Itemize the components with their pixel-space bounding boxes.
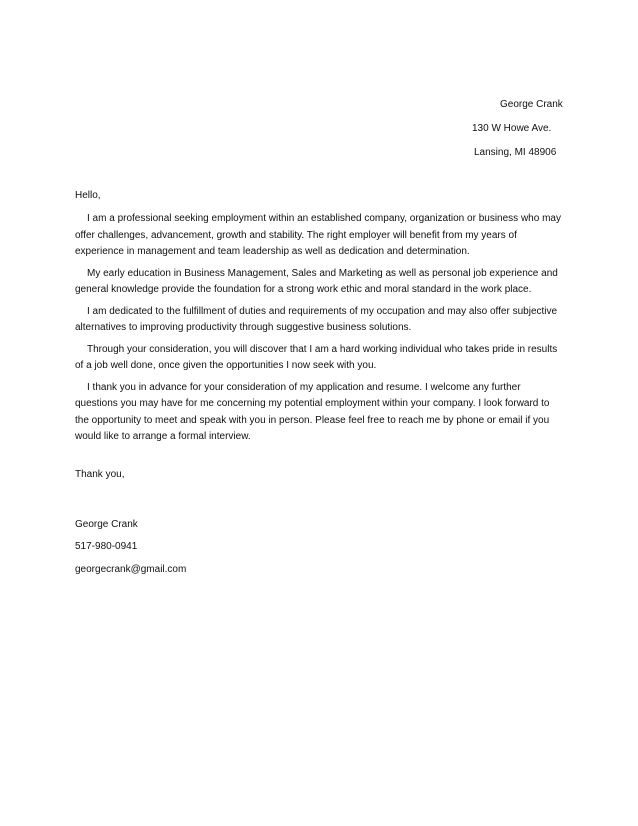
sender-name: George Crank — [500, 99, 563, 110]
sender-address-block — [472, 98, 562, 170]
signature-phone: 517-980-0941 — [75, 541, 138, 552]
paragraph-5: I thank you in advance for your consideration of my application and resume. I welcome any further questions you may have for me concerning my potential employment within your company. I look forward to the opportunity to meet and speak with you in person. Please feel free to reach me by phone or email if you would like to arrange a formal interview. — [75, 381, 550, 442]
salutation: Hello, — [75, 190, 101, 201]
signature-block — [75, 518, 565, 586]
paragraph-4: Through your consideration, you will discover that I am a hard working individual who takes pride in results of a job well done, once given the opportunities I now seek with you. — [75, 343, 558, 371]
signature-name: George Crank — [75, 518, 138, 530]
letter-body — [75, 189, 565, 585]
closing: Thank you, — [75, 468, 125, 480]
sender-street: 130 W Howe Ave. — [472, 123, 552, 134]
paragraph-3: I am dedicated to the fulfillment of duties and requirements of my occupation and may also offer subjective alternatives to improving productivity through suggestive business solutions. — [75, 305, 558, 333]
paragraph-1: I am a professional seeking employment within an established company, organization or business who may offer challenges, advancement, growth and stability. The right employer will benefit from my years of experience in management and team leadership as well as dedication and determination. — [75, 213, 561, 257]
signature-email: georgecrank@gmail.com — [75, 563, 187, 575]
sender-city: Lansing, MI 48906 — [474, 147, 557, 158]
paragraph-2: My early education in Business Management, Sales and Marketing as well as personal job experience and general knowledge provide the foundation for a strong work ethic and moral standard in the work place. — [75, 267, 558, 295]
